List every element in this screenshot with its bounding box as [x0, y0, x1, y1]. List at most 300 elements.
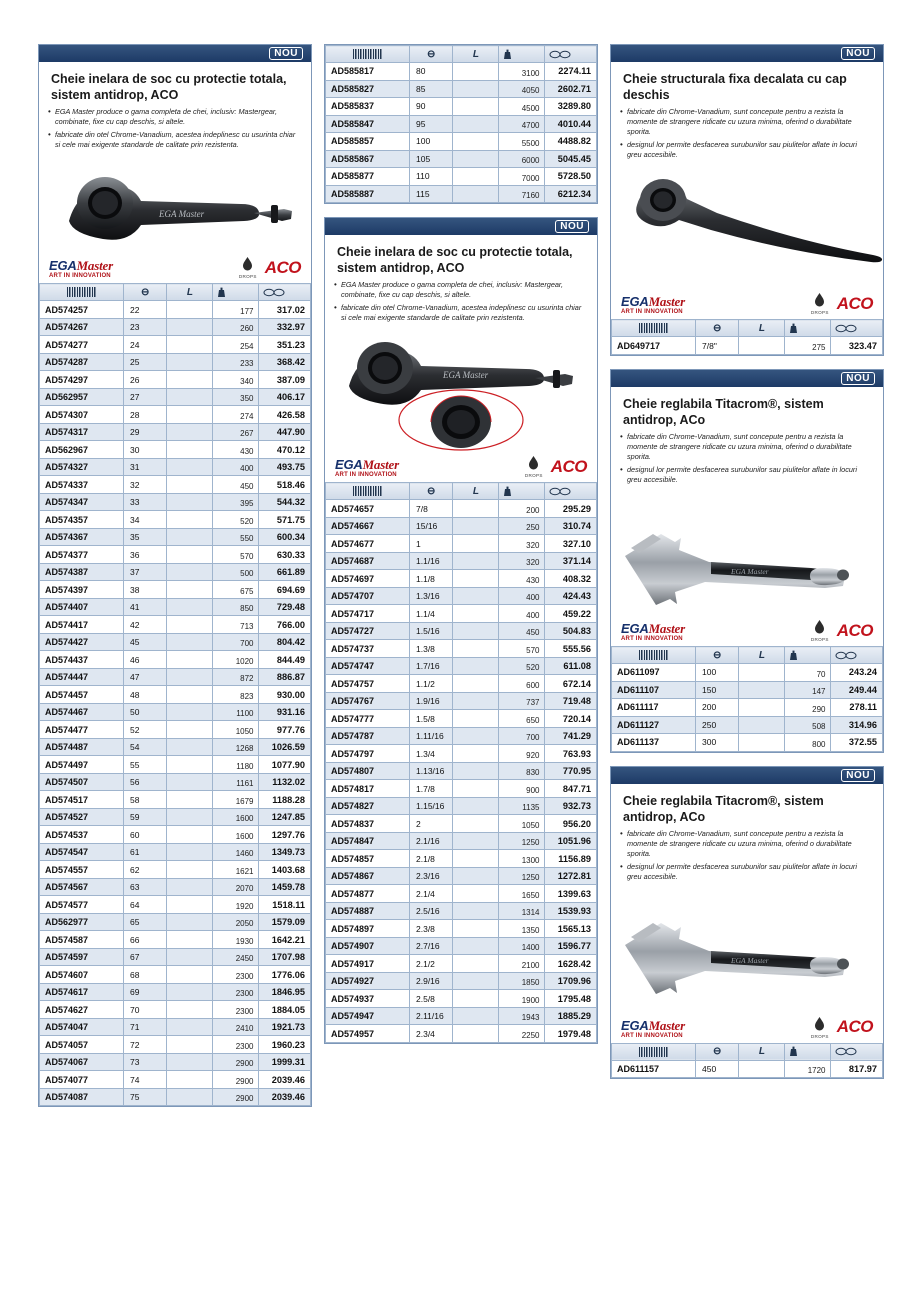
drops-icon: [525, 455, 542, 472]
drops-icon: [239, 256, 256, 273]
th-weight: [499, 483, 545, 500]
cell-code: AD574047: [40, 1018, 124, 1036]
cell-price: 368.42: [259, 353, 311, 371]
cell-size: 2: [410, 815, 453, 833]
cell-size: 52: [124, 721, 167, 739]
cell-code: AD574687: [326, 552, 410, 570]
cell-weight: 508: [785, 716, 831, 734]
cell-length: [453, 832, 499, 850]
cell-code: AD574357: [40, 511, 124, 529]
table-row: [40, 703, 311, 721]
cell-size: 100: [410, 133, 453, 151]
cell-length: [167, 353, 213, 371]
cell-length: [167, 738, 213, 756]
cell-size: 2.3/8: [410, 920, 453, 938]
cell-weight: 250: [499, 517, 545, 535]
cell-size: 2.1/8: [410, 850, 453, 868]
table-row: [326, 1025, 597, 1043]
cell-code: AD574937: [326, 990, 410, 1008]
cell-weight: 1400: [499, 937, 545, 955]
cell-size: 1.7/8: [410, 780, 453, 798]
cell-code: AD574367: [40, 528, 124, 546]
table-row: [40, 598, 311, 616]
cell-price: 1960.23: [259, 1036, 311, 1054]
cell-length: [167, 896, 213, 914]
svg-text:EGA Master: EGA Master: [731, 955, 769, 965]
cell-weight: 430: [499, 570, 545, 588]
cell-weight: 70: [785, 664, 831, 682]
cell-code: AD574427: [40, 633, 124, 651]
table-row: [40, 948, 311, 966]
cell-length: [167, 756, 213, 774]
table-row: [326, 850, 597, 868]
cell-price: 1399.63: [545, 885, 597, 903]
cell-weight: 675: [213, 581, 259, 599]
cell-code: AD562967: [40, 441, 124, 459]
barcode-icon: [67, 287, 97, 297]
feature-list: [611, 829, 883, 891]
cell-size: 115: [410, 185, 453, 203]
cell-price: 763.93: [545, 745, 597, 763]
cell-weight: 2250: [499, 1025, 545, 1043]
cell-code: AD574507: [40, 773, 124, 791]
cell-length: [739, 699, 785, 717]
th-code: [612, 1043, 696, 1060]
cell-code: AD574057: [40, 1036, 124, 1054]
cell-size: 64: [124, 896, 167, 914]
cell-weight: 1679: [213, 791, 259, 809]
cell-length: [167, 878, 213, 896]
cell-length: [453, 990, 499, 1008]
cell-price: 1579.09: [259, 913, 311, 931]
cell-length: [167, 773, 213, 791]
table-row: [40, 913, 311, 931]
cell-length: [167, 948, 213, 966]
th-code: [612, 320, 696, 337]
cell-weight: 2300: [213, 983, 259, 1001]
cell-code: AD574727: [326, 622, 410, 640]
cell-weight: 274: [213, 406, 259, 424]
th-size: [410, 46, 453, 63]
cell-length: [167, 843, 213, 861]
drops-mark: [811, 292, 829, 315]
table-row: [326, 885, 597, 903]
cell-size: 2.5/8: [410, 990, 453, 1008]
cell-code: AD574747: [326, 657, 410, 675]
weight-icon: [789, 650, 798, 661]
cell-length: [167, 633, 213, 651]
cell-price: 5045.45: [545, 150, 597, 168]
cell-length: [167, 931, 213, 949]
cell-code: AD574767: [326, 692, 410, 710]
cell-price: 930.00: [259, 686, 311, 704]
cell-size: 7/8: [410, 500, 453, 518]
cell-length: [453, 517, 499, 535]
cell-length: [453, 902, 499, 920]
table-body-2: [326, 500, 597, 1043]
cell-weight: 1720: [785, 1060, 831, 1078]
cell-weight: 1180: [213, 756, 259, 774]
list-item: • fabricate din otel Chrome-Vanadium, acestea indeplinesc cu usurinta chiar si cele mai exigente standarde de calitate prin rezistenta.: [55, 130, 299, 150]
table-row: [326, 133, 597, 151]
th-length: [453, 46, 499, 63]
cell-size: 1.3/8: [410, 640, 453, 658]
drops-mark: [239, 256, 257, 279]
product-table-3: [611, 319, 883, 355]
cell-weight: 450: [499, 622, 545, 640]
cell-price: 317.02: [259, 301, 311, 319]
cell-price: 1628.42: [545, 955, 597, 973]
cell-length: [167, 966, 213, 984]
table-body-top: [326, 63, 597, 203]
cell-code: AD574087: [40, 1088, 124, 1106]
aco-logo: ACO: [836, 293, 873, 313]
table-row: [40, 826, 311, 844]
th-size: [696, 320, 739, 337]
cell-weight: 2300: [213, 966, 259, 984]
cell-size: 85: [410, 80, 453, 98]
length-label: L: [186, 286, 193, 298]
length-label: L: [758, 649, 765, 661]
th-length: [739, 1043, 785, 1060]
weight-icon: [503, 486, 512, 497]
cell-code: AD574697: [326, 570, 410, 588]
cell-weight: 147: [785, 681, 831, 699]
cell-length: [453, 80, 499, 98]
cell-size: 1.1/16: [410, 552, 453, 570]
cell-weight: 1350: [499, 920, 545, 938]
th-price: [545, 483, 597, 500]
price-icon: [835, 324, 857, 333]
table-row: [40, 528, 311, 546]
cell-length: [453, 1025, 499, 1043]
list-item: • designul lor permite desfacerea surubunilor sau piulitelor aflate in locuri greu accesibile.: [627, 862, 871, 882]
cell-code: AD574787: [326, 727, 410, 745]
feature-list: [611, 432, 883, 494]
cell-weight: 430: [213, 441, 259, 459]
table-row: [326, 517, 597, 535]
cell-price: 1403.68: [259, 861, 311, 879]
cell-size: 29: [124, 423, 167, 441]
cell-weight: 4700: [499, 115, 545, 133]
table-row: [326, 605, 597, 623]
brand-master: Master: [76, 258, 113, 274]
table-row: [40, 458, 311, 476]
cell-weight: 2050: [213, 913, 259, 931]
cell-price: 932.73: [545, 797, 597, 815]
table-row: [326, 832, 597, 850]
cell-length: [167, 791, 213, 809]
length-label: L: [472, 48, 479, 60]
cell-price: 1349.73: [259, 843, 311, 861]
brand-tagline: ART IN INNOVATION: [49, 273, 111, 280]
cell-weight: 340: [213, 371, 259, 389]
cell-code: AD585847: [326, 115, 410, 133]
table-row: [40, 966, 311, 984]
cell-length: [739, 734, 785, 752]
card-header-bar: [325, 218, 597, 235]
new-badge: NOU: [841, 372, 875, 385]
table-row: [40, 931, 311, 949]
cell-length: [739, 681, 785, 699]
table-row: [40, 423, 311, 441]
aco-logo: ACO: [836, 620, 873, 640]
cell-length: [167, 913, 213, 931]
cell-size: 34: [124, 511, 167, 529]
cell-code: AD611117: [612, 699, 696, 717]
table-row: [326, 168, 597, 186]
th-weight: [499, 46, 545, 63]
cell-length: [167, 1071, 213, 1089]
cell-code: AD574257: [40, 301, 124, 319]
cell-length: [167, 598, 213, 616]
cell-weight: 2300: [213, 1001, 259, 1019]
card-header-bar: [611, 370, 883, 387]
cell-size: 62: [124, 861, 167, 879]
table-row: [40, 738, 311, 756]
cell-weight: 400: [499, 587, 545, 605]
cell-weight: 2900: [213, 1071, 259, 1089]
cell-size: 200: [696, 699, 739, 717]
cell-code: AD574947: [326, 1007, 410, 1025]
table-body-4: [612, 664, 883, 752]
table-row: [40, 1036, 311, 1054]
list-item: • EGA Master produce o gama completa de chei, inclusiv: Mastergear, combinate, fixe cu cap deschis, si altele.: [55, 107, 299, 127]
th-length: [739, 647, 785, 664]
brand-tagline: ART IN INNOVATION: [621, 636, 683, 643]
price-icon: [549, 50, 571, 59]
cell-size: 27: [124, 388, 167, 406]
cell-code: AD574587: [40, 931, 124, 949]
cell-weight: 1460: [213, 843, 259, 861]
list-item: • fabricate din Chrome-Vanadium, sunt concepute pentru a rezista la momente de strangere ridicate cu uzura minima, oferind o durabilitate sporita.: [627, 829, 871, 859]
cell-size: 95: [410, 115, 453, 133]
cell-price: 720.14: [545, 710, 597, 728]
cell-length: [739, 716, 785, 734]
cell-weight: 872: [213, 668, 259, 686]
cell-weight: 1250: [499, 867, 545, 885]
cell-weight: 1920: [213, 896, 259, 914]
svg-text:EGA Master: EGA Master: [159, 209, 205, 220]
list-item: • fabricate din Chrome-Vanadium, sunt concepute pentru a rezista la momente de strangere ridicate cu uzura minima, oferind o durabilitate sporita.: [627, 432, 871, 462]
table-row: [40, 773, 311, 791]
cell-size: 38: [124, 581, 167, 599]
cell-length: [453, 150, 499, 168]
cell-price: 493.75: [259, 458, 311, 476]
cell-price: 372.55: [831, 734, 883, 752]
cell-price: 555.56: [545, 640, 597, 658]
cell-code: AD574397: [40, 581, 124, 599]
cell-weight: 2410: [213, 1018, 259, 1036]
feature-list: [611, 107, 883, 169]
page-title: Cheie reglabila Titacrom®, sistem antidrop, ACo: [623, 793, 824, 824]
cell-size: 1.5/8: [410, 710, 453, 728]
cell-length: [453, 98, 499, 116]
svg-text:EGA Master: EGA Master: [731, 567, 769, 577]
product-card-structural: [610, 44, 884, 356]
cell-length: [167, 861, 213, 879]
cell-code: AD611157: [612, 1060, 696, 1078]
cell-code: AD574887: [326, 902, 410, 920]
cell-length: [453, 115, 499, 133]
cell-price: 886.87: [259, 668, 311, 686]
table-row: [326, 955, 597, 973]
brand-master: Master: [648, 1017, 685, 1033]
ring-spanner-illustration: [39, 161, 311, 253]
cell-size: 42: [124, 616, 167, 634]
cell-size: 69: [124, 983, 167, 1001]
cell-weight: 275: [785, 337, 831, 355]
th-price: [831, 1043, 883, 1060]
cell-size: 1.1/2: [410, 675, 453, 693]
cell-price: 310.74: [545, 517, 597, 535]
cell-weight: 7160: [499, 185, 545, 203]
cell-code: AD585827: [326, 80, 410, 98]
cell-weight: 1100: [213, 703, 259, 721]
cell-code: AD574627: [40, 1001, 124, 1019]
cell-size: 1: [410, 535, 453, 553]
certification-marks: [525, 455, 587, 478]
cell-size: 1.11/16: [410, 727, 453, 745]
brand-tagline: ART IN INNOVATION: [621, 309, 683, 316]
cell-size: 2.3/16: [410, 867, 453, 885]
cell-length: [167, 388, 213, 406]
th-code: [40, 284, 124, 301]
table-row: [40, 1018, 311, 1036]
cell-weight: 1268: [213, 738, 259, 756]
table-row: [326, 710, 597, 728]
cell-code: AD574667: [326, 517, 410, 535]
table-row: [326, 552, 597, 570]
th-weight: [785, 647, 831, 664]
table-row: [326, 762, 597, 780]
ring-icon: ⊖: [140, 286, 150, 298]
cell-price: 1776.06: [259, 966, 311, 984]
cell-code: AD574527: [40, 808, 124, 826]
cell-price: 741.29: [545, 727, 597, 745]
product-card-soc-ring-2: [324, 217, 598, 1044]
length-label: L: [758, 1046, 765, 1058]
cell-size: 63: [124, 878, 167, 896]
cell-weight: 2100: [499, 955, 545, 973]
cell-weight: 4050: [499, 80, 545, 98]
cell-size: 450: [696, 1060, 739, 1078]
ega-master-logo: [335, 458, 399, 478]
cell-weight: 550: [213, 528, 259, 546]
cell-size: 60: [124, 826, 167, 844]
cell-code: AD574537: [40, 826, 124, 844]
cell-weight: 1930: [213, 931, 259, 949]
cell-weight: 395: [213, 493, 259, 511]
cell-price: 1979.48: [545, 1025, 597, 1043]
column-left: [38, 44, 312, 1261]
cell-price: 6212.34: [545, 185, 597, 203]
table-row: [40, 843, 311, 861]
cell-size: 110: [410, 168, 453, 186]
cell-code: AD574307: [40, 406, 124, 424]
cell-code: AD574877: [326, 885, 410, 903]
product-card-titacrom-1: [610, 369, 884, 753]
table-row: [326, 780, 597, 798]
product-table-4: [611, 646, 883, 752]
table-row: [40, 563, 311, 581]
length-label: L: [758, 322, 765, 334]
cell-price: 630.33: [259, 546, 311, 564]
cell-price: 1051.96: [545, 832, 597, 850]
table-row: [326, 902, 597, 920]
cell-price: 571.75: [259, 511, 311, 529]
table-row: [326, 972, 597, 990]
cell-code: AD574917: [326, 955, 410, 973]
cell-price: 1846.95: [259, 983, 311, 1001]
card-header-bar: [39, 45, 311, 62]
cell-price: 661.89: [259, 563, 311, 581]
cell-price: 243.24: [831, 664, 883, 682]
cell-length: [453, 850, 499, 868]
cell-price: 323.47: [831, 337, 883, 355]
cell-weight: 520: [213, 511, 259, 529]
cell-length: [453, 605, 499, 623]
cell-price: 470.12: [259, 441, 311, 459]
ring-spanner-detail-illustration: [325, 334, 597, 452]
new-badge: NOU: [555, 220, 589, 233]
brand-tagline: ART IN INNOVATION: [335, 472, 397, 479]
cell-length: [167, 721, 213, 739]
cell-code: AD649717: [612, 337, 696, 355]
barcode-icon: [639, 1047, 669, 1057]
cell-weight: 2900: [213, 1053, 259, 1071]
cell-length: [167, 546, 213, 564]
cell-price: 804.42: [259, 633, 311, 651]
table-row: [40, 756, 311, 774]
cell-length: [167, 1001, 213, 1019]
cell-size: 1.3/4: [410, 745, 453, 763]
cell-code: AD574407: [40, 598, 124, 616]
cell-weight: 3100: [499, 63, 545, 81]
cell-length: [453, 692, 499, 710]
cell-price: 314.96: [831, 716, 883, 734]
table-row: [326, 867, 597, 885]
ega-master-logo: [621, 1019, 685, 1039]
aco-logo: ACO: [550, 456, 587, 476]
cell-weight: 1943: [499, 1007, 545, 1025]
brand-name: EGA: [621, 294, 649, 310]
cell-size: 25: [124, 353, 167, 371]
table-row: [612, 664, 883, 682]
cell-weight: 823: [213, 686, 259, 704]
cell-code: AD574477: [40, 721, 124, 739]
cell-code: AD585887: [326, 185, 410, 203]
cell-size: 2.3/4: [410, 1025, 453, 1043]
table-row: [40, 476, 311, 494]
cell-length: [453, 937, 499, 955]
th-length: [453, 483, 499, 500]
cell-price: 1642.21: [259, 931, 311, 949]
cell-price: 295.29: [545, 500, 597, 518]
cell-length: [167, 1053, 213, 1071]
certification-marks: [811, 292, 873, 315]
cell-code: AD574657: [326, 500, 410, 518]
cell-price: 371.14: [545, 552, 597, 570]
cell-size: 35: [124, 528, 167, 546]
table-body-1: [40, 301, 311, 1106]
cell-weight: 2300: [213, 1036, 259, 1054]
cell-size: 80: [410, 63, 453, 81]
cell-size: 22: [124, 301, 167, 319]
table-row: [40, 318, 311, 336]
cell-weight: 254: [213, 336, 259, 354]
drops-icon: [811, 619, 828, 636]
